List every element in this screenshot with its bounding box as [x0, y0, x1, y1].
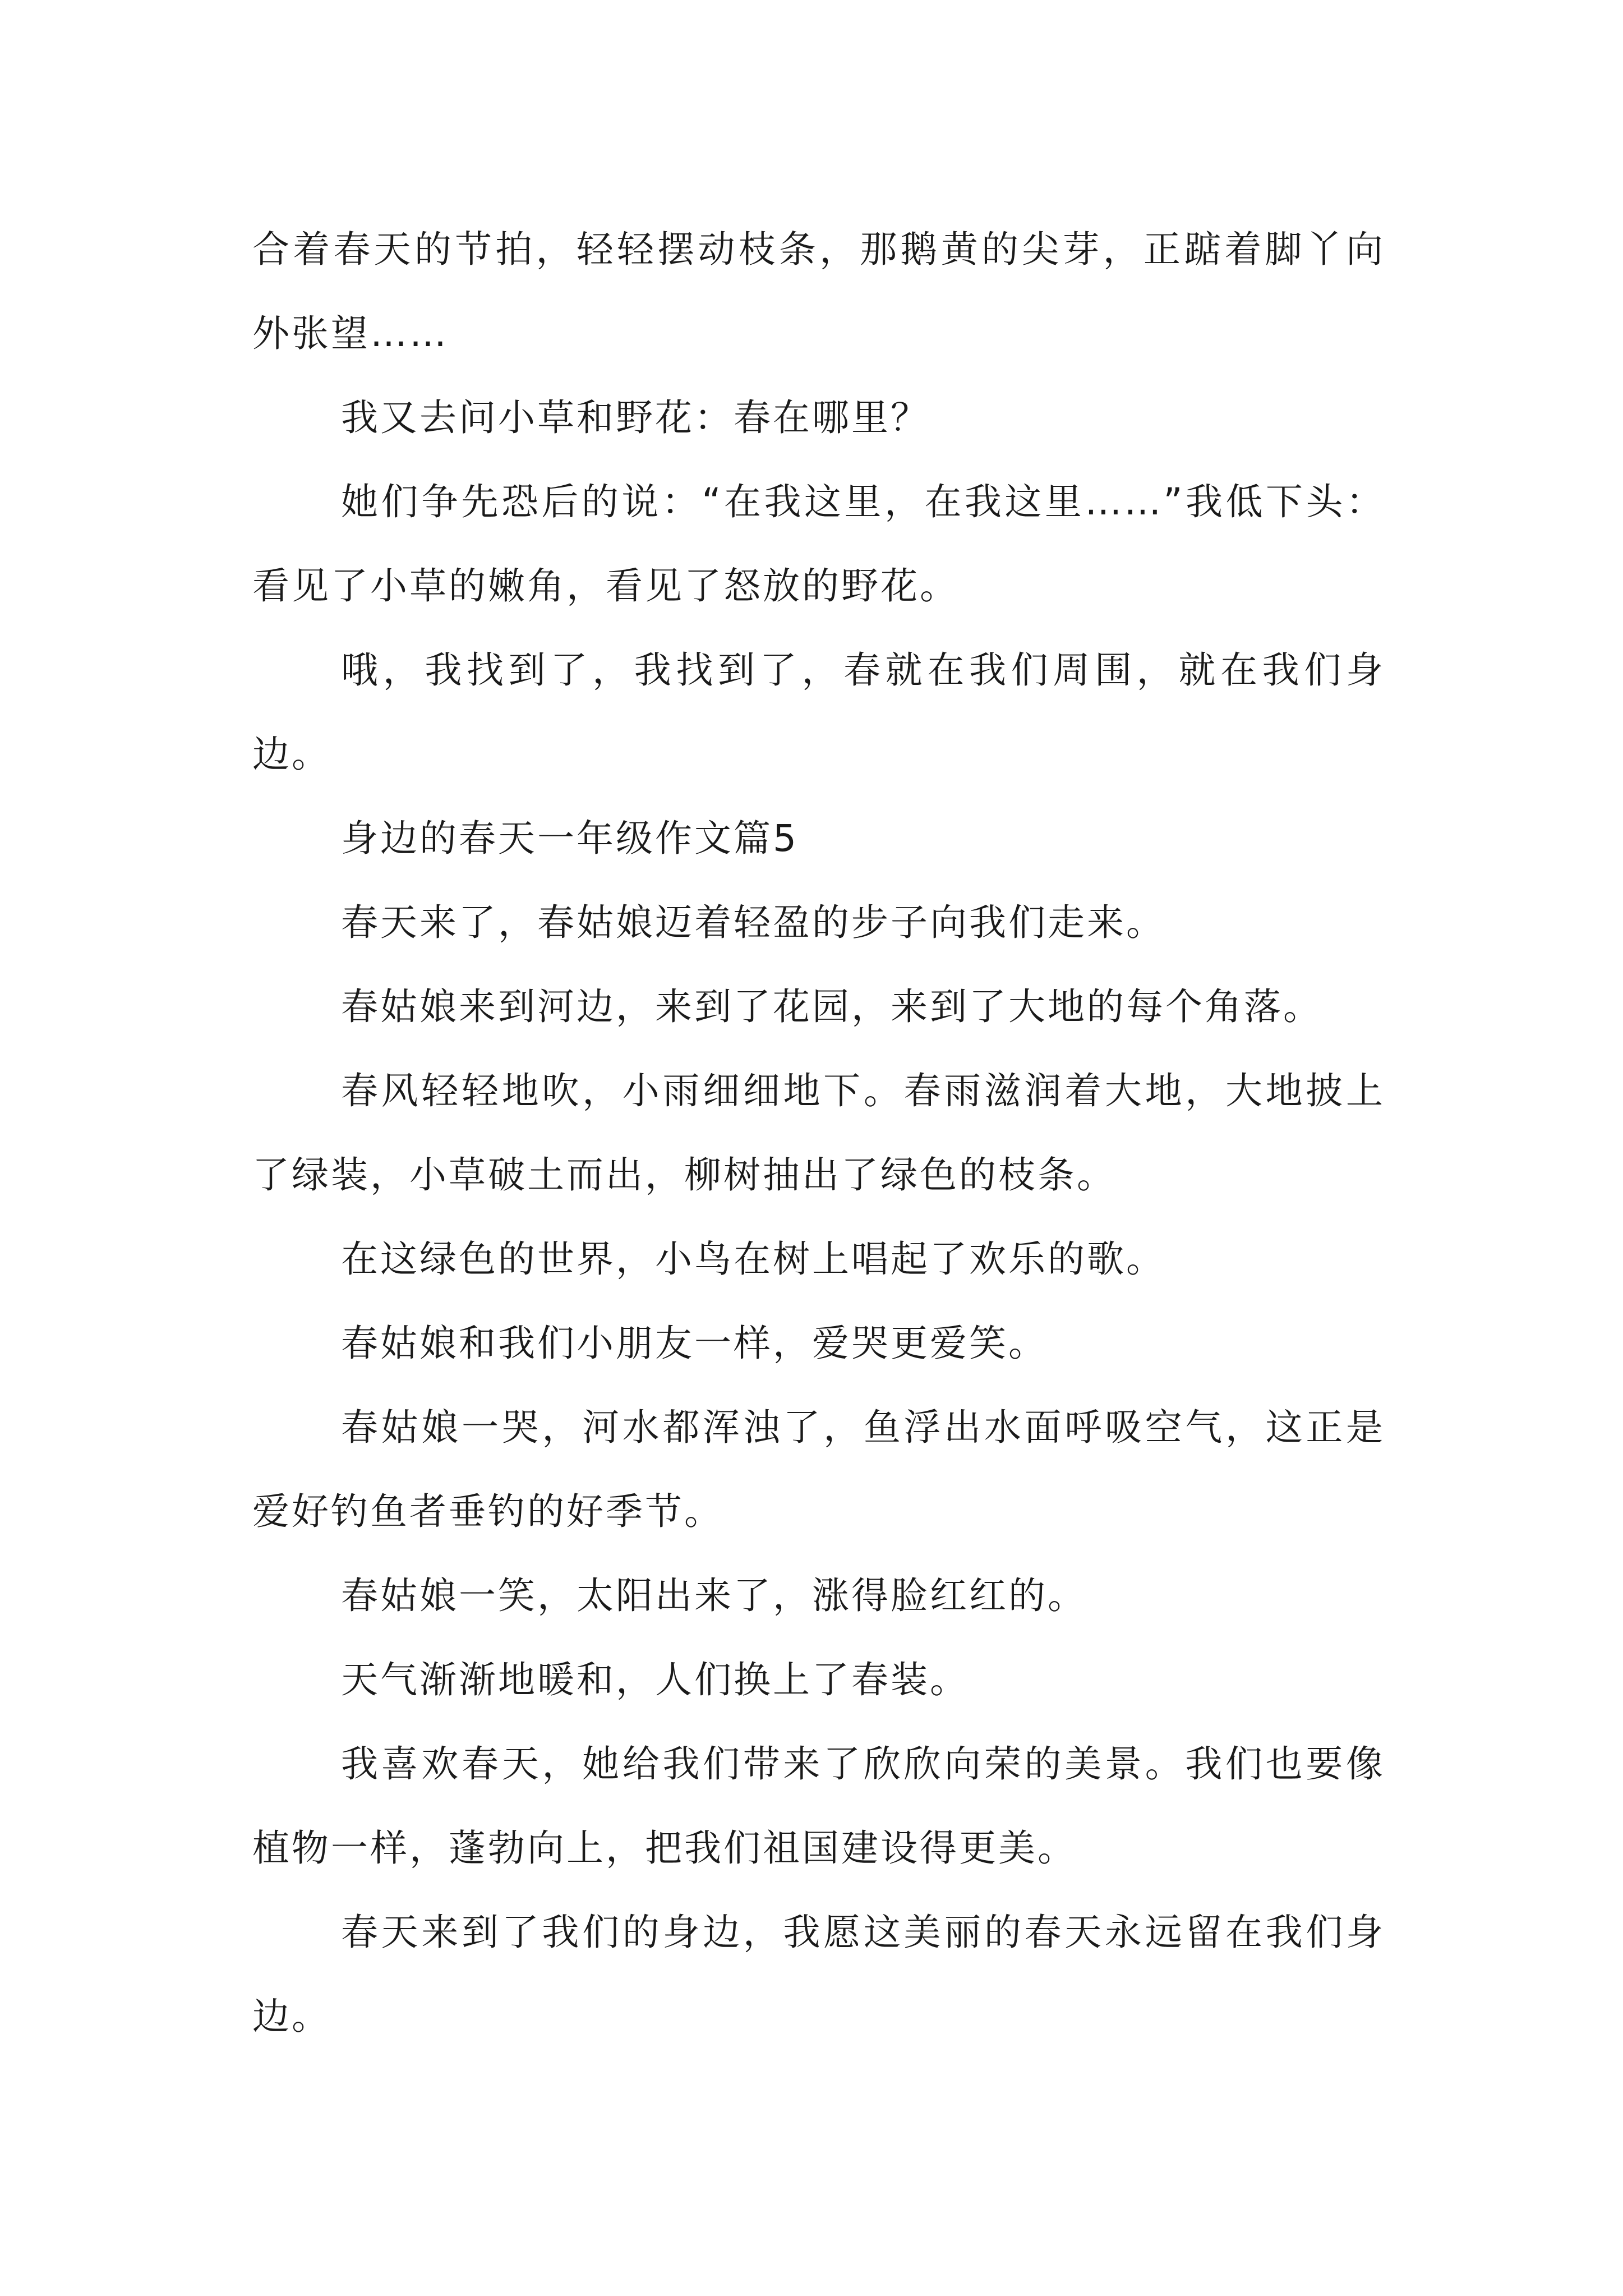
paragraph: 合着春天的节拍，轻轻摆动枝条，那鹅黄的尖芽，正踮着脚丫向外张望……	[252, 228, 1385, 355]
document-body	[252, 208, 1385, 2059]
paragraph: 春风轻轻地吹，小雨细细地下。春雨滋润着大地，大地披上了绿装，小草破土而出，柳树抽出了绿色的枝条。	[252, 1069, 1385, 1197]
paragraph: 在这绿色的世界，小鸟在树上唱起了欢乐的歌。	[341, 1237, 1165, 1281]
paragraph: 天气渐渐地暖和，人们换上了春装。	[341, 1658, 969, 1701]
paragraph: 春姑娘一笑，太阳出来了，涨得脸红红的。	[341, 1574, 1087, 1617]
paragraph: 哦，我找到了，我找到了，春就在我们周围，就在我们身边。	[252, 648, 1385, 776]
paragraph: 春姑娘一哭，河水都浑浊了，鱼浮出水面呼吸空气，这正是爱好钓鱼者垂钓的好季节。	[252, 1406, 1385, 1533]
paragraph: 春姑娘来到河边，来到了花园，来到了大地的每个角落。	[341, 985, 1322, 1028]
section-heading: 身边的春天一年级作文篇5	[341, 817, 799, 860]
paragraph: 春天来到了我们的身边，我愿这美丽的春天永远留在我们身边。	[252, 1911, 1385, 2038]
paragraph: 她们争先恐后的说：“在我这里，在我这里……”我低下头：看见了小草的嫩角，看见了怒放的野花。	[252, 480, 1385, 608]
paragraph: 我喜欢春天，她给我们带来了欣欣向荣的美景。我们也要像植物一样，蓬勃向上，把我们祖国建设得更美。	[252, 1742, 1385, 1870]
paragraph: 春天来了，春姑娘迈着轻盈的步子向我们走来。	[341, 901, 1165, 944]
paragraph: 我又去问小草和野花：春在哪里？	[341, 396, 930, 439]
paragraph: 春姑娘和我们小朋友一样，爱哭更爱笑。	[341, 1322, 1048, 1365]
